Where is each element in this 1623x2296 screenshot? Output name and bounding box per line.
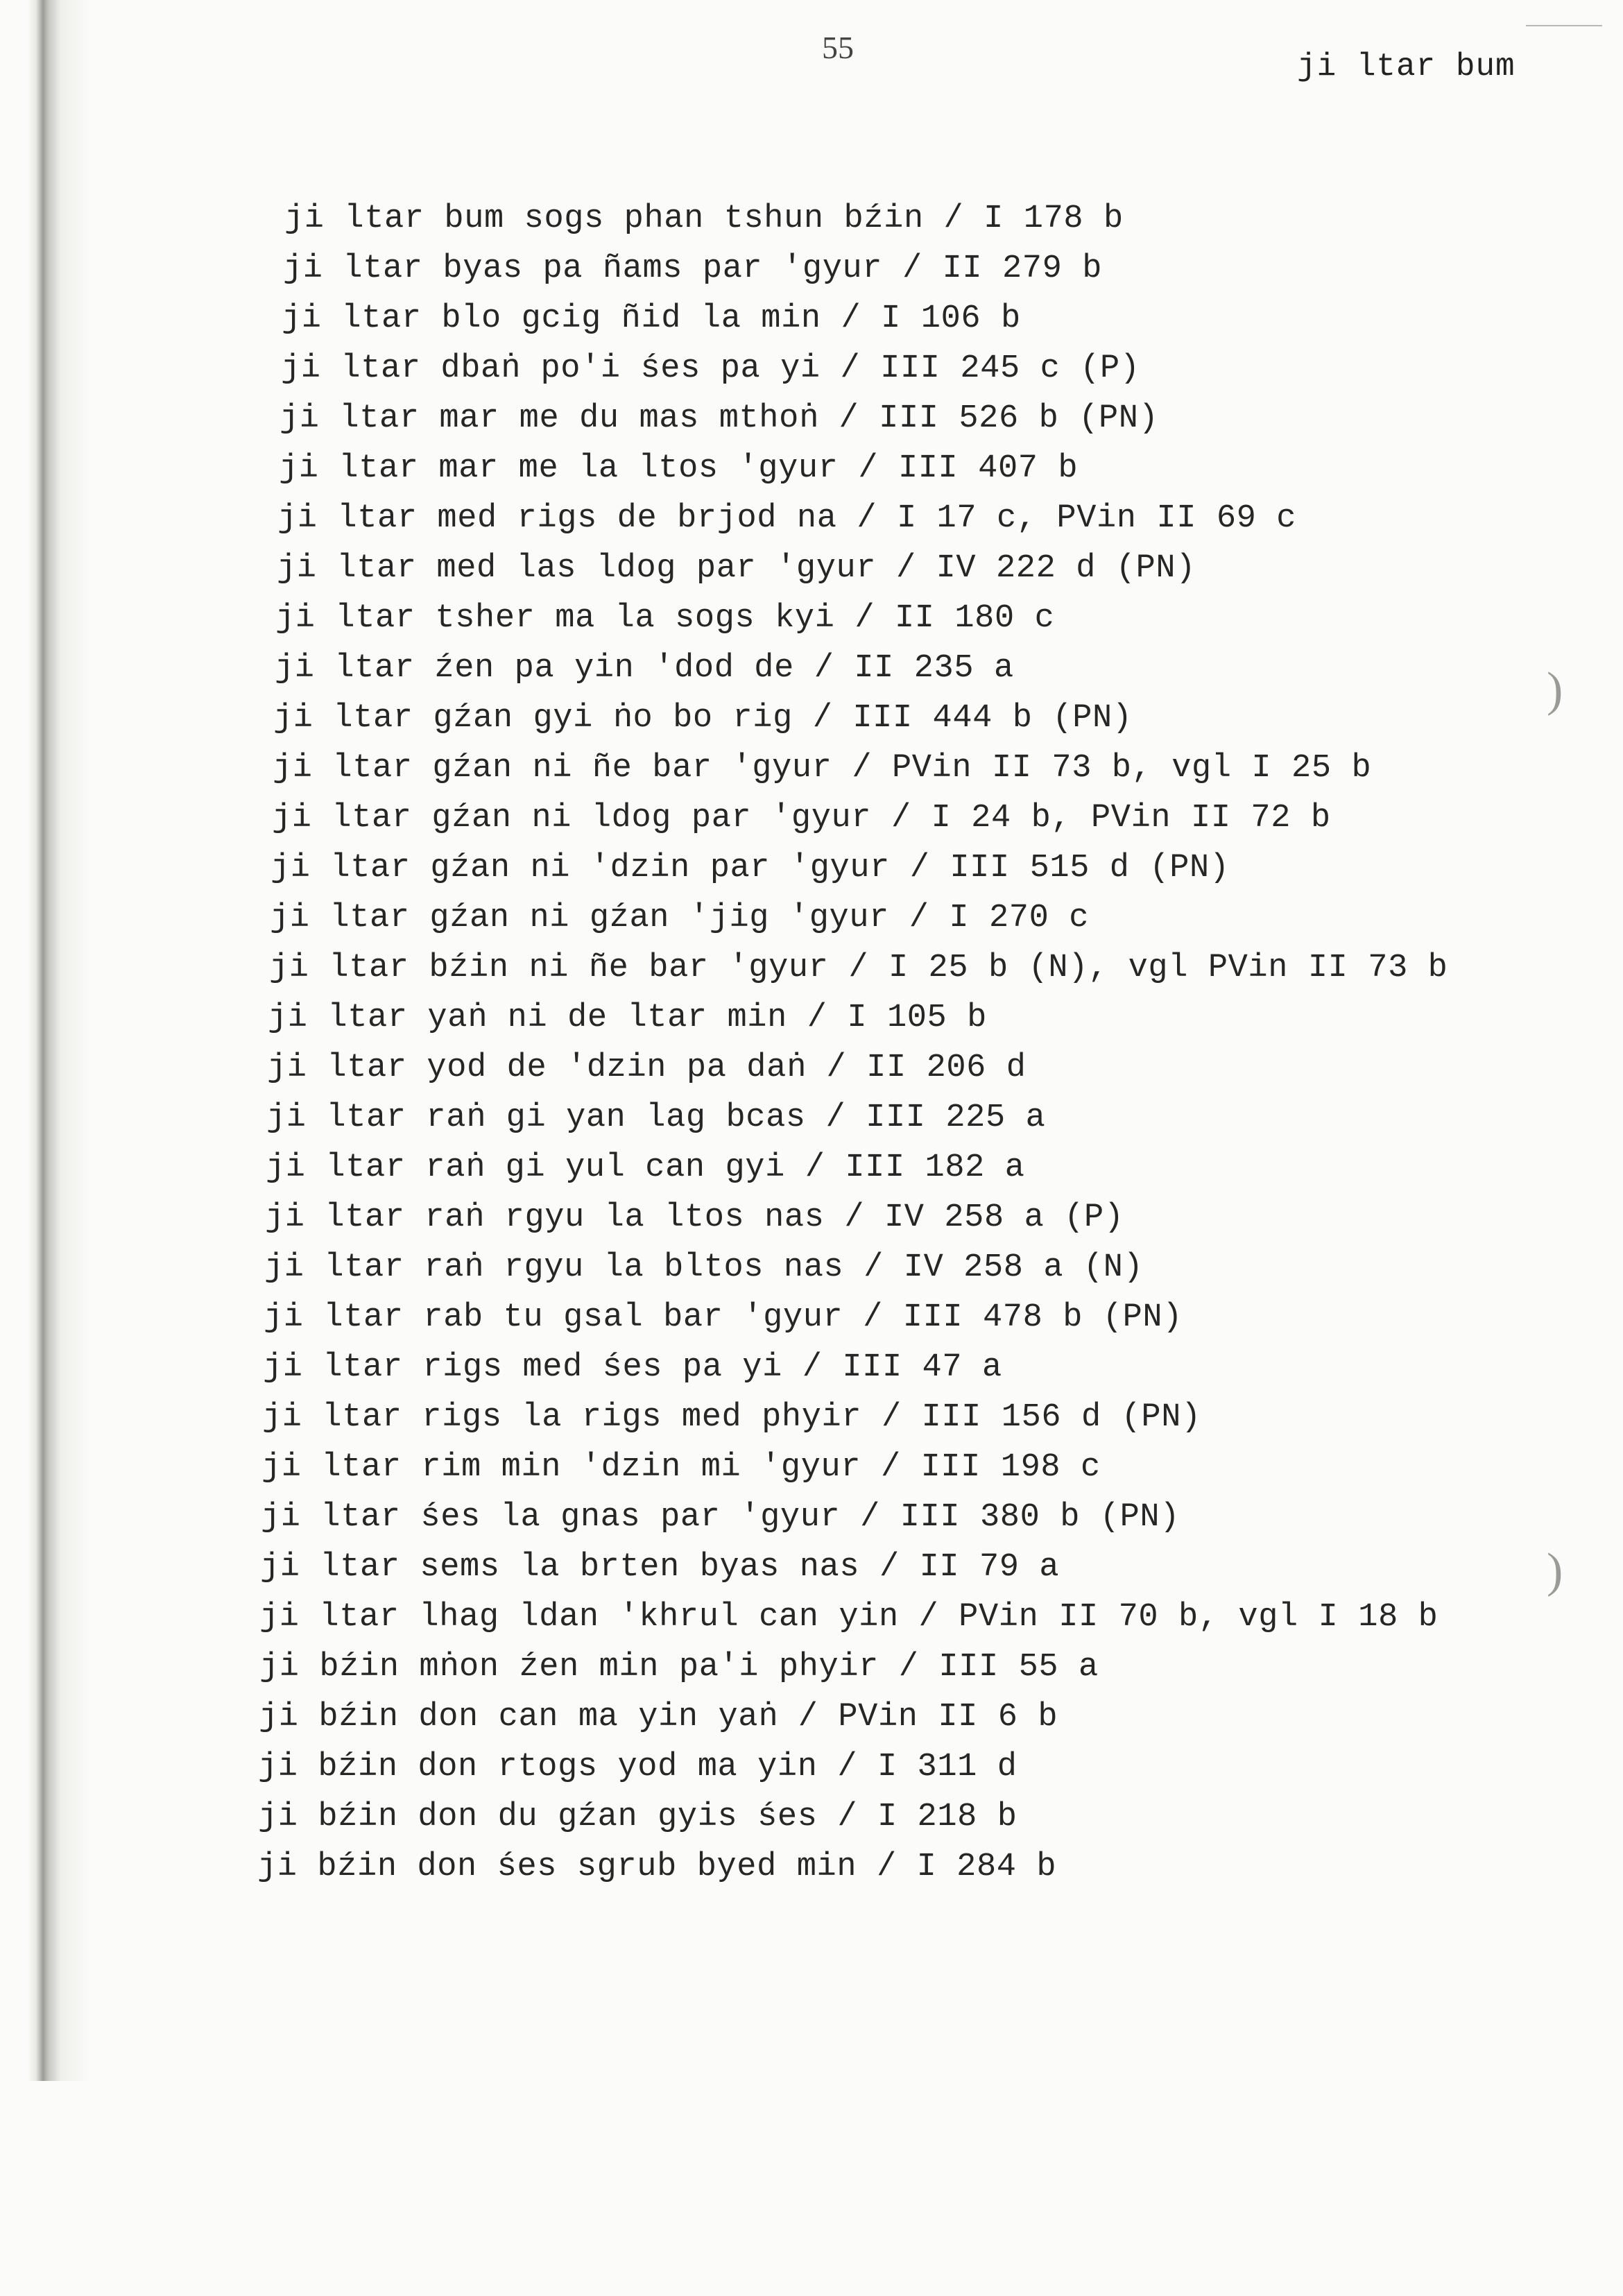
scan-binding-edge (0, 0, 90, 2081)
verse-line: ji ltar raṅ gi yan lag bcas / (266, 1099, 846, 1136)
index-entry (277, 494, 1448, 544)
verse-line: ji ltar gźan gyi ṅo bo rig / (273, 700, 833, 737)
verse-line: ji ltar rigs med śes pa yi / (263, 1349, 823, 1386)
verse-reference: II 279 b (942, 250, 1102, 287)
index-entry (283, 244, 1448, 294)
verse-line: ji ltar bum sogs phan tshun bźin / (284, 200, 964, 237)
verse-reference: IV 258 a (N) (903, 1249, 1144, 1286)
index-entry (280, 394, 1448, 444)
index-entry (267, 1043, 1448, 1093)
verse-line: ji ltar byas pa ñams par 'gyur / (283, 250, 922, 287)
verse-line: ji ltar rim min 'dzin mi 'gyur / (261, 1449, 901, 1486)
verse-line: ji bźin don śes sgrub byed min / (257, 1849, 897, 1885)
index-entry (277, 544, 1448, 594)
verse-line: ji bźin mṅon źen min pa'i phyir / (259, 1649, 919, 1686)
verse-reference: PVin II 73 b, vgl I 25 b (891, 750, 1372, 787)
verse-reference: IV 258 a (P) (884, 1199, 1124, 1236)
verse-line: ji ltar bźin ni ñe bar 'gyur / (269, 950, 869, 986)
index-entry (266, 1093, 1448, 1143)
top-rule (1526, 25, 1602, 26)
verse-reference: I 311 d (877, 1749, 1017, 1785)
page-number: 55 (822, 30, 854, 65)
verse-line: ji ltar blo gcig ñid la min / (282, 300, 861, 337)
verse-line: ji bźin don du gźan gyis śes / (258, 1799, 858, 1835)
index-entry (270, 893, 1448, 943)
verse-reference: I 284 b (916, 1849, 1057, 1885)
verse-reference: III 444 b (PN) (852, 700, 1133, 737)
index-entry (262, 1393, 1448, 1443)
verse-reference: III 407 b (898, 450, 1079, 487)
index-entry (264, 1243, 1448, 1293)
verse-reference: I 218 b (877, 1799, 1017, 1835)
verse-reference: I 105 b (847, 1000, 987, 1036)
verse-index-list (257, 194, 1448, 1892)
verse-reference: I 106 b (881, 300, 1021, 337)
verse-reference: PVin II 70 b, vgl I 18 b (959, 1599, 1439, 1636)
index-entry (275, 644, 1448, 694)
index-entry (275, 594, 1448, 644)
verse-reference: III 526 b (PN) (879, 400, 1159, 437)
verse-reference: III 515 d (PN) (950, 850, 1230, 886)
verse-line: ji ltar gźan ni ldog par 'gyur / (272, 800, 911, 837)
verse-line: ji ltar śes la gnas par 'gyur / (261, 1499, 880, 1536)
index-entry (259, 1693, 1448, 1742)
index-entry (269, 943, 1448, 993)
verse-line: ji ltar dbaṅ po'i śes pa yi / (281, 350, 861, 387)
verse-reference: II 206 d (866, 1050, 1027, 1086)
verse-line: ji bźin don can ma yin yaṅ / (259, 1699, 818, 1736)
verse-line: ji ltar raṅ gi yul can gyi / (266, 1149, 825, 1186)
verse-line: ji ltar tsher ma la sogs kyi / (275, 600, 875, 637)
verse-reference: I 24 b, PVin II 72 b (931, 800, 1331, 837)
verse-line: ji ltar yaṅ ni de ltar min / (268, 1000, 827, 1036)
index-entry (268, 993, 1448, 1043)
verse-reference: III 156 d (PN) (921, 1399, 1201, 1436)
verse-reference: III 478 b (PN) (902, 1299, 1183, 1336)
verse-reference: III 380 b (PN) (900, 1499, 1180, 1536)
verse-reference: III 225 a (866, 1099, 1046, 1136)
index-entry (270, 843, 1448, 893)
index-entry (282, 294, 1448, 344)
index-entry (257, 1842, 1448, 1892)
verse-line: ji ltar gźan ni 'dzin par 'gyur / (270, 850, 930, 886)
verse-line: ji ltar rigs la rigs med phyir / (262, 1399, 902, 1436)
verse-line: ji ltar raṅ rgyu la bltos nas / (264, 1249, 884, 1286)
index-entry (284, 194, 1448, 244)
index-entry (273, 694, 1448, 744)
verse-reference: IV 222 d (PN) (936, 550, 1196, 587)
index-entry (263, 1343, 1448, 1393)
verse-reference: III 55 a (938, 1649, 1099, 1686)
verse-reference: PVin II 6 b (838, 1699, 1058, 1736)
verse-line: ji ltar rab tu gsal bar 'gyur / (264, 1299, 883, 1336)
index-entry (261, 1493, 1448, 1543)
verse-line: ji ltar yod de 'dzin pa daṅ / (267, 1050, 847, 1086)
verse-line: ji ltar mar me du mas mthoṅ / (280, 400, 859, 437)
index-entry (272, 794, 1448, 843)
verse-line: ji ltar med rigs de brjod na / (277, 500, 877, 537)
index-entry (265, 1193, 1448, 1243)
index-entry (259, 1643, 1448, 1693)
index-entry (258, 1792, 1448, 1842)
verse-reference: I 270 c (949, 900, 1090, 936)
verse-line: ji ltar mar me la ltos 'gyur / (279, 450, 879, 487)
verse-reference: III 245 c (P) (880, 350, 1140, 387)
running-head: ji ltar bum (1297, 49, 1515, 85)
index-entry (273, 744, 1448, 794)
verse-reference: II 235 a (854, 650, 1014, 687)
verse-reference: I 178 b (984, 200, 1124, 237)
index-entry (279, 444, 1448, 494)
index-entry (260, 1543, 1448, 1593)
index-entry (258, 1742, 1448, 1792)
margin-bracket-mark: ) (1547, 1544, 1563, 1597)
verse-reference: III 47 a (842, 1349, 1002, 1386)
verse-reference: II 180 c (894, 600, 1055, 637)
verse-line: ji bźin don rtogs yod ma yin / (258, 1749, 858, 1785)
verse-reference: II 79 a (919, 1549, 1060, 1586)
index-entry (259, 1593, 1448, 1643)
verse-line: ji ltar med las ldog par 'gyur / (277, 550, 916, 587)
index-entry (264, 1293, 1448, 1343)
verse-reference: III 182 a (845, 1149, 1025, 1186)
index-entry (261, 1443, 1448, 1493)
verse-line: ji ltar lhag ldan 'khrul can yin / (259, 1599, 939, 1636)
verse-reference: I 17 c, PVin II 69 c (896, 500, 1297, 537)
verse-line: ji ltar źen pa yin 'dod de / (275, 650, 834, 687)
verse-line: ji ltar gźan ni gźan 'jig 'gyur / (270, 900, 929, 936)
verse-reference: I 25 b (N), vgl PVin II 73 b (888, 950, 1448, 986)
verse-line: ji ltar sems la brten byas nas / (260, 1549, 900, 1586)
index-entry (266, 1143, 1448, 1193)
margin-bracket-mark: ) (1547, 663, 1563, 717)
verse-line: ji ltar raṅ rgyu la ltos nas / (265, 1199, 865, 1236)
index-entry (281, 344, 1448, 394)
verse-line: ji ltar gźan ni ñe bar 'gyur / (273, 750, 873, 787)
verse-reference: III 198 c (920, 1449, 1101, 1486)
